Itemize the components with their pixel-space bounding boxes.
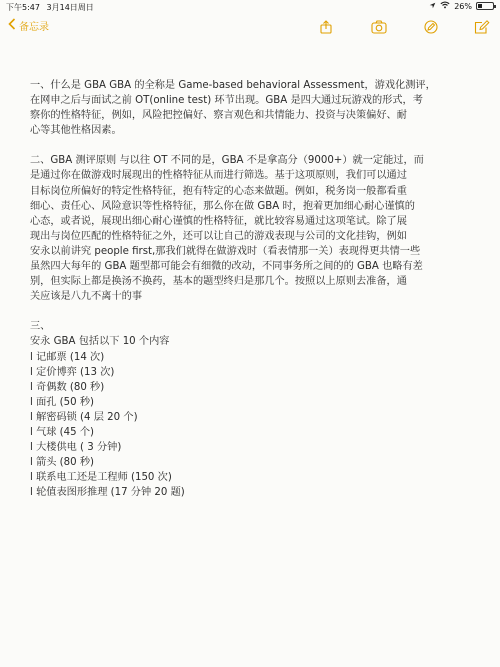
list-item: l 大楼供电 ( 3 分钟) [30, 442, 122, 454]
list-item: l 箭头 (80 秒) [30, 457, 95, 469]
wifi-icon [440, 1, 450, 11]
chevron-left-icon [8, 18, 16, 33]
location-icon [429, 2, 436, 11]
note-line: 是通过你在做游戏时展现出的性格特征从而进行筛选。基于这项原则，我们可以通过 [30, 170, 407, 182]
status-time: 下午5:47 [6, 3, 40, 12]
list-item: l 面孔 (50 秒) [30, 396, 95, 408]
section-heading: 三、 [30, 321, 51, 333]
toolbar [0, 14, 500, 40]
note-line: 二、GBA 测评原则 与以往 OT 不同的是，GBA 不是拿高分（9000+）就一定能过，而 [30, 155, 424, 167]
note-line: 别，但实际上都是换汤不换药，基本的题型终归是那几个。按照以上原则去准备，通 [30, 276, 407, 288]
note-line: 在网申之后与面试之前 OT(online test) 环节出现。GBA 是四大通过玩游戏的形式，考 [30, 95, 423, 107]
camera-icon[interactable] [371, 19, 387, 33]
list-item: l 定价博弈 (13 次) [30, 366, 115, 378]
note-line: 现出与岗位匹配的性格特征之外，还可以让自己的游戏表现与公司的文化挂钩，例如 [30, 230, 407, 242]
note-body[interactable] [30, 78, 480, 500]
note-line: 安永以前讲究 people first,那我们就得在做游戏时（看表情那一关）表现得更共情一些 [30, 245, 421, 257]
list-item: l 轮值表图形推理 (17 分钟 20 题) [30, 487, 185, 499]
note-line: 目标岗位所偏好的特定性格特征，抱有特定的心态来做题。例如，税务岗一般都看重 [30, 185, 407, 197]
share-icon[interactable] [318, 19, 334, 33]
status-bar [0, 0, 500, 14]
back-button[interactable] [8, 18, 49, 33]
list-item: l 解密码锁 (4 层 20 个) [30, 411, 138, 423]
note-line: 细心、责任心、风险意识等性格特征，那么你在做 GBA 时，抱着更加细心耐心谨慎的 [30, 200, 415, 212]
note-line: 心态，或者说，展现出细心耐心谨慎的性格特征，就比较容易通过这项笔试。除了展 [30, 215, 407, 227]
note-line: 虽然四大每年的 GBA 题型都可能会有细微的改动，不同事务所之间的的 GBA 也略有差 [30, 261, 423, 273]
back-label: 备忘录 [19, 22, 49, 33]
note-line: 察你的性格特征，例如，风险把控偏好、察言观色和共情能力、投资与决策偏好、耐 [30, 110, 407, 122]
battery-fill [478, 4, 482, 8]
battery-icon [476, 2, 494, 10]
status-date: 3月14日周日 [46, 3, 94, 12]
list-item: l 气球 (45 个) [30, 426, 95, 438]
markup-icon[interactable] [423, 19, 439, 33]
list-item: l 记邮票 (14 次) [30, 351, 105, 363]
note-line: 关应该是八九不离十的事 [30, 291, 143, 303]
note-line: 心等其他性格因素。 [30, 125, 122, 137]
section-intro: 安永 GBA 包括以下 10 个内容 [30, 336, 170, 348]
compose-icon[interactable] [474, 19, 490, 33]
list-item: l 奇偶数 (80 秒) [30, 381, 105, 393]
list-item: l 联系电工还是工程师 (150 次) [30, 472, 172, 484]
note-line: 一、什么是 GBA GBA 的全称是 Game-based behavioral Assessment，游戏化测评， [30, 80, 436, 91]
battery-percent: 26% [454, 1, 472, 11]
